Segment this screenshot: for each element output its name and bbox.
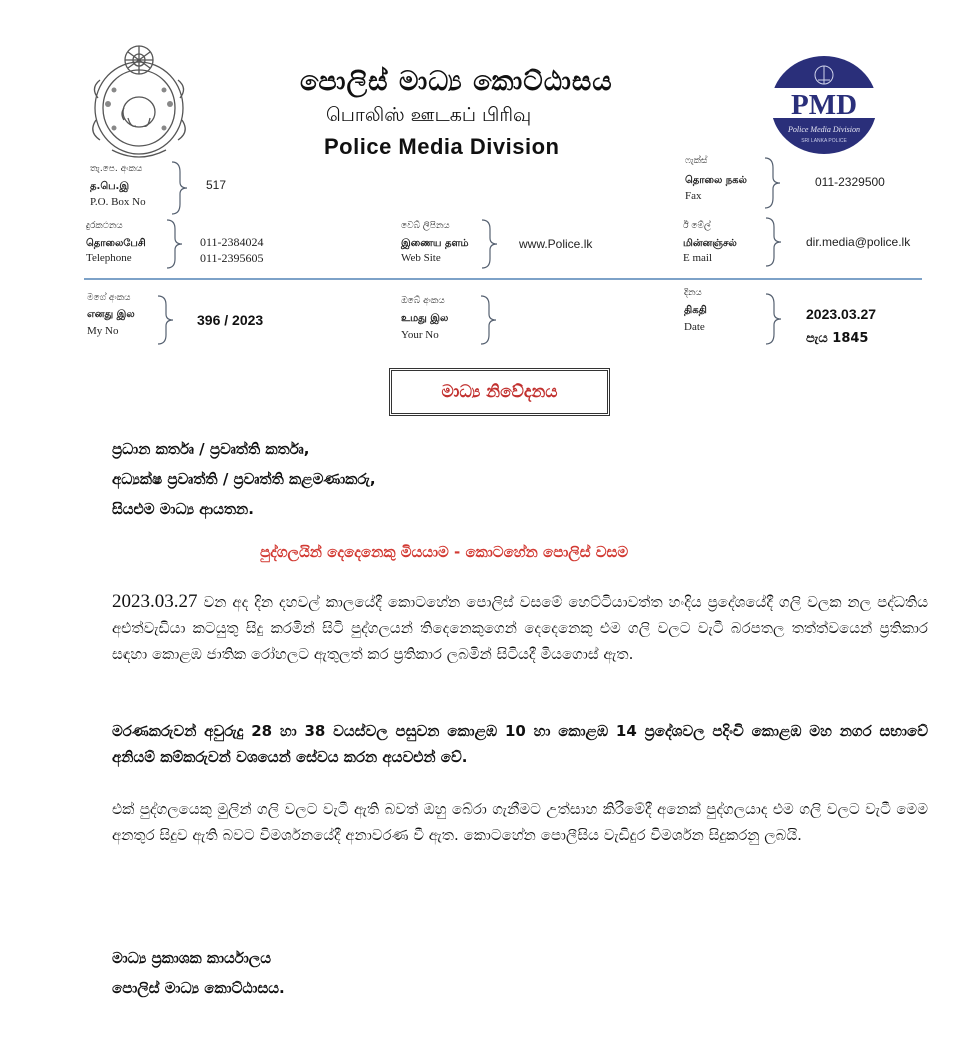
po-box-label-si: තැ.පෙ. අංකය (90, 164, 143, 174)
pmd-letters: PMD (790, 89, 858, 121)
paragraph-1-date: 2023.03.27 (112, 591, 198, 612)
paragraph-1-text: වන අද දින දහවල් කාලයේදී කොටහේන පොලිස් වසමේ හෙට්ටියාවත්ත හංදිය ප්‍රදේශයේදී ගලි වලක නල පද්ධතිය අළුත්වැඩියා කටයුතු සිදු කරමින් සිටි පුද්ගලයන් තිදෙනෙකුගෙන් දෙදෙනෙකු එම ගලි වලට වැටී බරපතල තත්ත්වයෙන් ප්‍රතිකාර සඳහා කොළඹ ජාතික රෝහලට ඇතුලත් කර ප්‍රතිකාර ලබමින් සිටියදී මියගොස් ඇත. (112, 593, 928, 663)
my-no-label-en: My No (87, 325, 119, 337)
fax-value: 011-2329500 (815, 175, 885, 189)
pmd-logo (766, 54, 882, 156)
telephone-value-2: 011-2395605 (200, 251, 264, 265)
email-value[interactable]: dir.media@police.lk (806, 235, 911, 249)
fax-label-en: Fax (685, 190, 702, 202)
website-value[interactable]: www.Police.lk (519, 237, 593, 251)
media-release-title: මාධ්‍ය නිවේදනය (441, 382, 558, 402)
fax-brace (763, 156, 783, 210)
your-no-label-en: Your No (401, 329, 439, 341)
po-box-value: 517 (206, 178, 227, 192)
title-tamil: பொலிஸ் ஊடகப் பிரிவு (326, 104, 532, 126)
email-label-ta: மின்னஞ்சல் (683, 238, 737, 249)
website-label-si: වෙබ් ලිපිනය (401, 221, 450, 231)
signature-line-2: පොලිස් මාධ්‍ය කොට්ඨාසය. (112, 979, 285, 997)
pmd-tagline: Police Media Division (788, 125, 860, 134)
media-release-title-box (389, 368, 610, 416)
telephone-brace (165, 218, 185, 270)
email-label-si: ඊ මේල් (683, 221, 711, 231)
po-box-brace (170, 160, 190, 216)
my-no-brace (156, 294, 176, 346)
website-label-en: Web Site (401, 252, 441, 264)
header-divider (84, 278, 922, 280)
police-crest-icon (84, 40, 194, 160)
fax-label-ta: தொலை நகல் (685, 175, 747, 186)
your-no-label-ta: உமது இல (401, 313, 449, 324)
website-label-ta: இணைய தளம் (401, 238, 469, 249)
addressee-1: ප්‍රධාන කර්තෘ / ප්‍රවෘත්ති කර්තෘ, (112, 440, 310, 458)
pmd-subtagline: SRI LANKA POLICE (801, 138, 847, 144)
signature-line-1: මාධ්‍ය ප්‍රකාශක කාර්යාලය (112, 949, 272, 967)
date-value: 2023.03.27 (806, 306, 877, 322)
title-sinhala: පොලිස් මාධ්‍ය කොට්ඨාසය (300, 66, 613, 97)
website-brace (480, 218, 500, 270)
news-headline: පුද්ගලයින් දෙදෙනෙකු මියයාම - කොටහේන පොලිස් වසම (260, 543, 629, 561)
your-no-brace (479, 294, 499, 346)
date-time: පැය 1845 (806, 331, 869, 346)
po-box-label-ta: த.பெ.இ (90, 181, 130, 192)
paragraph-2: මරණකරුවන් අවුරුදු 28 හා 38 වයස්වල පසුවන කොළඹ 10 හා කොළඹ 14 ප්‍රදේශවල පදිංචි කොළඹ මහ නගර සභාවේ අනියම් කම්කරුවන් වශයෙන් සේවය කරන අයවළුන් වේ. (112, 722, 928, 766)
title-english: Police Media Division (324, 134, 560, 159)
police-emblem-logo (84, 40, 194, 160)
paragraph-1 (112, 589, 928, 667)
telephone-label-en: Telephone (86, 252, 132, 264)
addressee-3: සියළුම මාධ්‍ය ආයතන. (112, 500, 254, 518)
addressee-2: අධ්‍යක්ෂ ප්‍රවෘත්ති / ප්‍රවෘත්ති කළමණාකරු, (112, 470, 376, 488)
date-label-ta: திகதி (684, 305, 707, 316)
po-box-label-en: P.O. Box No (90, 196, 146, 208)
date-label-si: දිනය (684, 288, 702, 298)
telephone-label-ta: தொலைபேசி (86, 238, 146, 249)
email-label-en: E mail (683, 252, 713, 264)
email-brace (764, 216, 784, 268)
telephone-value-1: 011-2384024 (200, 235, 264, 249)
fax-label-si: ෆැක්ස් (685, 156, 708, 166)
date-label-en: Date (684, 321, 705, 333)
date-brace (764, 292, 784, 346)
my-no-label-ta: எனது இல (87, 309, 135, 320)
my-no-value: 396 / 2023 (197, 312, 264, 328)
your-no-label-si: ඔබේ අංකය (401, 296, 445, 306)
my-no-label-si: මගේ අංකය (87, 293, 131, 303)
paragraph-3: එක් පුද්ගලයෙකු මුලින් ගලි වලට වැටී ඇති බවත් ඔහු බේරා ගැනීමට උත්සාහ කිරීමේදී අනෙක් පුද්ගලයාද එම ගලි වලට වැටී මෙම අනතුර සිදුව ඇති බවට විමර්ශනයේදී අනාවරණ වී ඇත. කොටහේන පොලීසිය වැඩිදුර විමර්ශන සිදුකරනු ලබයි. (112, 800, 928, 844)
telephone-label-si: දුරකථනය (86, 221, 123, 231)
